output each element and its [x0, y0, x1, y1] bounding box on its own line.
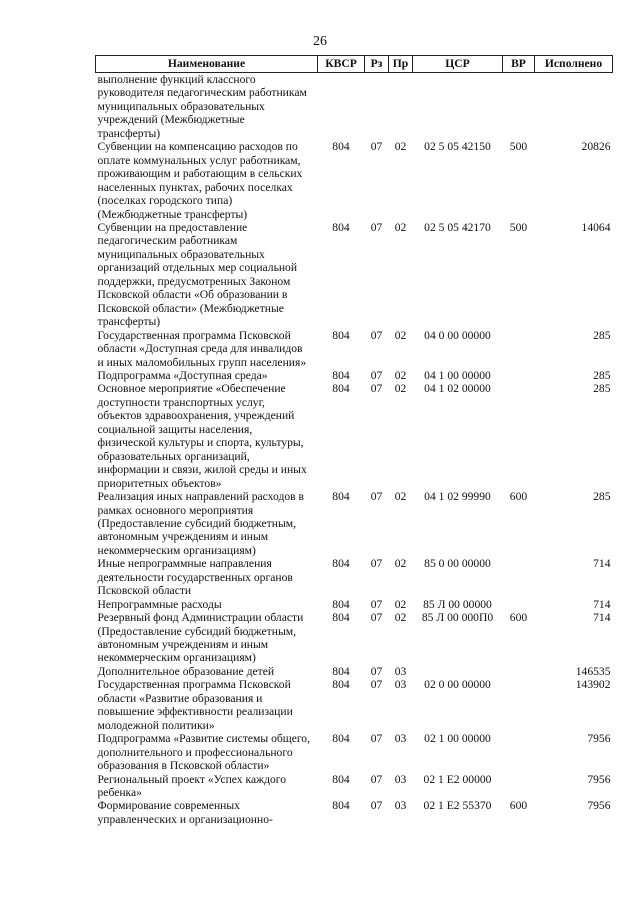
row-rz: 07 — [370, 799, 383, 813]
row-csr: 85 Л 00 000П0 — [421, 611, 494, 625]
row-name-line: Резервный фонд Администрации области — [97, 611, 304, 625]
row-name-line: педагогическим работникам — [97, 234, 238, 248]
row-vr: 500 — [509, 140, 528, 154]
row-name-line: организаций отдельных мер социальной — [97, 261, 298, 275]
table-row — [96, 665, 613, 678]
row-name-line: области «Развитие образования и — [97, 691, 263, 705]
row-pr: 03 — [394, 772, 407, 786]
row-vr — [503, 732, 535, 772]
row-csr: 85 0 00 00000 — [424, 557, 491, 571]
table-row — [96, 611, 613, 665]
table-row — [96, 678, 613, 732]
row-kvsr: 804 — [332, 611, 350, 625]
row-kvsr: 804 — [332, 382, 350, 396]
page-number: 26 — [313, 34, 327, 49]
row-name — [96, 732, 318, 772]
row-name — [96, 611, 318, 665]
row-vr — [503, 678, 535, 732]
row-csr — [413, 665, 503, 678]
row-name-line: (Предоставление субсидий бюджетным, — [97, 516, 296, 530]
row-kvsr: 804 — [332, 368, 350, 382]
row-rz: 07 — [370, 140, 383, 154]
row-csr: 04 1 00 00000 — [424, 368, 491, 382]
row-vr — [503, 598, 535, 611]
row-kvsr: 804 — [332, 772, 350, 786]
row-name-line: (поселках городского типа) — [97, 194, 233, 208]
row-rz: 07 — [370, 732, 383, 746]
row-name-line: Формирование современных — [97, 799, 240, 813]
row-name-line: информации и связи, жилой среды и иных — [97, 463, 307, 477]
row-name-line: населенных пунктах, рабочих поселках — [97, 180, 293, 194]
row-kvsr: 804 — [332, 490, 350, 504]
row-csr: 02 5 05 42150 — [424, 140, 491, 154]
row-rz: 07 — [370, 557, 383, 571]
row-csr: 04 1 02 00000 — [424, 382, 491, 396]
row-name-line: социальной защиты населения, — [97, 422, 253, 436]
table-row — [96, 490, 613, 557]
row-rz: 07 — [370, 220, 383, 234]
row-name-line: повышение эффективности реализации — [97, 705, 293, 719]
row-rz: 07 — [370, 664, 383, 678]
row-rz: 07 — [370, 328, 383, 342]
row-vr — [503, 329, 535, 369]
row-name-line: Государственная программа Псковской — [97, 678, 291, 692]
row-done: 7956 — [587, 772, 611, 786]
row-name-line: ребенка» — [97, 786, 142, 800]
row-name-line: Региональный проект «Успех каждого — [97, 772, 287, 786]
row-csr: 02 1 00 00000 — [424, 732, 491, 746]
row-name — [96, 382, 318, 490]
row-name-line: некоммерческим организациям) — [97, 543, 256, 557]
row-pr: 02 — [394, 368, 407, 382]
row-kvsr: 804 — [332, 328, 350, 342]
row-name-line: образования в Псковской области» — [97, 759, 270, 773]
row-name-line: Основное мероприятие «Обеспечение — [97, 382, 286, 396]
row-pr: 02 — [394, 490, 407, 504]
row-done — [535, 73, 613, 141]
header-rz: Рз — [365, 56, 389, 73]
row-pr: 02 — [394, 597, 407, 611]
row-csr: 04 0 00 00000 — [424, 328, 491, 342]
header-kvsr: КВСР — [318, 56, 365, 73]
row-name-line: приоритетных объектов» — [97, 476, 222, 490]
row-name-line: рамках основного мероприятия — [97, 503, 254, 517]
row-kvsr: 804 — [332, 664, 350, 678]
row-name — [96, 773, 318, 800]
row-name-line: проживающим и работающим в сельских — [97, 167, 303, 181]
table-row — [96, 732, 613, 772]
row-name-line: Псковской области» (Межбюджетные — [97, 301, 284, 315]
row-name-line: и иных маломобильных групп населения» — [97, 355, 307, 369]
row-csr: 02 1 E2 55370 — [423, 799, 492, 813]
row-pr: 03 — [394, 678, 407, 692]
row-name-line: доступности транспортных услуг, — [97, 395, 265, 409]
row-kvsr: 804 — [332, 597, 350, 611]
row-pr: 02 — [394, 611, 407, 625]
row-rz: 07 — [370, 382, 383, 396]
header-pr: Пр — [389, 56, 413, 73]
row-name-line: поддержки, предусмотренных Законом — [97, 274, 291, 288]
row-name-line: Иные непрограммные направления — [97, 557, 272, 571]
row-name-line: деятельности государственных органов — [97, 570, 293, 584]
row-name-line: некоммерческим организациям) — [97, 651, 256, 665]
row-name-line: муниципальных образовательных — [97, 247, 265, 261]
row-rz: 07 — [370, 772, 383, 786]
row-done: 285 — [593, 490, 611, 504]
row-rz: 07 — [370, 678, 383, 692]
row-done: 7956 — [587, 799, 611, 813]
header-done: Исполнено — [535, 56, 613, 73]
row-name — [96, 665, 318, 678]
table-row — [96, 329, 613, 369]
row-name-line: объектов здравоохранения, учреждений — [97, 409, 295, 423]
row-vr — [503, 73, 535, 141]
row-name — [96, 369, 318, 382]
row-name — [96, 490, 318, 557]
row-csr: 04 1 02 99990 — [424, 490, 491, 504]
table-row — [96, 382, 613, 490]
row-name-line: Дополнительное образование детей — [97, 664, 275, 678]
row-name — [96, 557, 318, 597]
row-done: 714 — [593, 597, 611, 611]
row-pr: 02 — [394, 140, 407, 154]
row-pr: 02 — [394, 328, 407, 342]
header-vr: ВР — [503, 56, 535, 73]
row-name-line: Государственная программа Псковской — [97, 328, 291, 342]
table-row — [96, 799, 613, 826]
row-vr: 600 — [509, 611, 528, 625]
table-body — [96, 73, 613, 827]
row-kvsr — [318, 73, 365, 141]
row-name — [96, 329, 318, 369]
row-pr: 03 — [394, 732, 407, 746]
row-name-line: Подпрограмма «Развитие системы общего, — [97, 732, 310, 746]
row-name-line: Псковской области — [97, 584, 192, 598]
row-rz: 07 — [370, 611, 383, 625]
row-vr: 600 — [509, 490, 528, 504]
row-csr: 02 1 E2 00000 — [423, 772, 492, 786]
table-row — [96, 557, 613, 597]
row-kvsr: 804 — [332, 557, 350, 571]
row-pr: 03 — [394, 664, 407, 678]
row-vr: 500 — [509, 220, 528, 234]
row-pr: 02 — [394, 220, 407, 234]
row-done: 7956 — [587, 732, 611, 746]
row-name-line: Псковской области «Об образовании в — [97, 288, 288, 302]
row-pr: 03 — [394, 799, 407, 813]
table-row — [96, 369, 613, 382]
row-kvsr: 804 — [332, 732, 350, 746]
row-name-line: молодежной политики» — [97, 718, 215, 732]
row-name-line: Подпрограмма «Доступная среда» — [97, 368, 268, 382]
row-kvsr: 804 — [332, 799, 350, 813]
row-vr — [503, 773, 535, 800]
budget-table — [95, 55, 613, 826]
row-name — [96, 140, 318, 221]
row-done: 14064 — [581, 220, 611, 234]
row-name-line: Субвенции на предоставление — [97, 220, 248, 234]
table-row — [96, 598, 613, 611]
row-rz: 07 — [370, 490, 383, 504]
table-row — [96, 73, 613, 141]
row-pr: 02 — [394, 557, 407, 571]
row-name — [96, 598, 318, 611]
row-done: 285 — [593, 328, 611, 342]
row-name — [96, 221, 318, 329]
row-name-line: трансферты) — [97, 126, 161, 140]
row-name-line: муниципальных образовательных — [97, 99, 265, 113]
table-header-row — [96, 56, 613, 73]
row-name — [96, 73, 318, 141]
row-csr: 02 5 05 42170 — [424, 220, 491, 234]
row-name-line: автономным учреждениям и иным — [97, 530, 269, 544]
row-name-line: руководителя педагогическим работникам — [97, 86, 307, 100]
row-name-line: (Межбюджетные трансферты) — [97, 207, 248, 221]
row-vr — [503, 557, 535, 597]
row-done: 146535 — [575, 664, 611, 678]
row-name-line: управленческих и организационно- — [97, 812, 273, 826]
row-vr — [503, 369, 535, 382]
row-name-line: учреждений (Межбюджетные — [97, 113, 245, 127]
row-rz: 07 — [370, 597, 383, 611]
row-name-line: (Предоставление субсидий бюджетным, — [97, 624, 296, 638]
row-rz — [365, 73, 389, 141]
row-kvsr: 804 — [332, 140, 350, 154]
row-csr: 85 Л 00 00000 — [423, 597, 492, 611]
row-vr — [503, 665, 535, 678]
row-name — [96, 678, 318, 732]
row-name-line: физической культуры и спорта, культуры, — [97, 436, 304, 450]
row-csr: 02 0 00 00000 — [424, 678, 491, 692]
row-done: 714 — [593, 557, 611, 571]
row-done: 143902 — [575, 678, 611, 692]
table-row — [96, 140, 613, 221]
row-name-line: Непрограммные расходы — [97, 597, 222, 611]
row-name-line: области «Доступная среда для инвалидов — [97, 342, 303, 356]
header-csr: ЦСР — [413, 56, 503, 73]
row-done: 20826 — [581, 140, 611, 154]
row-rz: 07 — [370, 368, 383, 382]
row-kvsr: 804 — [332, 220, 350, 234]
header-name: Наименование — [96, 56, 318, 73]
table-row — [96, 773, 613, 800]
row-done: 714 — [593, 611, 611, 625]
row-pr: 02 — [394, 382, 407, 396]
row-name — [96, 799, 318, 826]
row-name-line: дополнительного и профессионального — [97, 745, 293, 759]
row-name-line: выполнение функций классного — [97, 73, 256, 86]
row-name-line: оплате коммунальных услуг работникам, — [97, 153, 301, 167]
row-name-line: трансферты) — [97, 315, 161, 329]
row-name-line: Реализация иных направлений расходов в — [97, 490, 304, 504]
row-name-line: автономным учреждениям и иным — [97, 638, 269, 652]
row-vr: 600 — [509, 799, 528, 813]
row-kvsr: 804 — [332, 678, 350, 692]
row-vr — [503, 382, 535, 490]
row-name-line: Субвенции на компенсацию расходов по — [97, 140, 298, 154]
row-csr — [413, 73, 503, 141]
row-name-line: образовательных организаций, — [97, 449, 250, 463]
table-row — [96, 221, 613, 329]
row-done: 285 — [593, 368, 611, 382]
row-done: 285 — [593, 382, 611, 396]
row-pr — [389, 73, 413, 141]
